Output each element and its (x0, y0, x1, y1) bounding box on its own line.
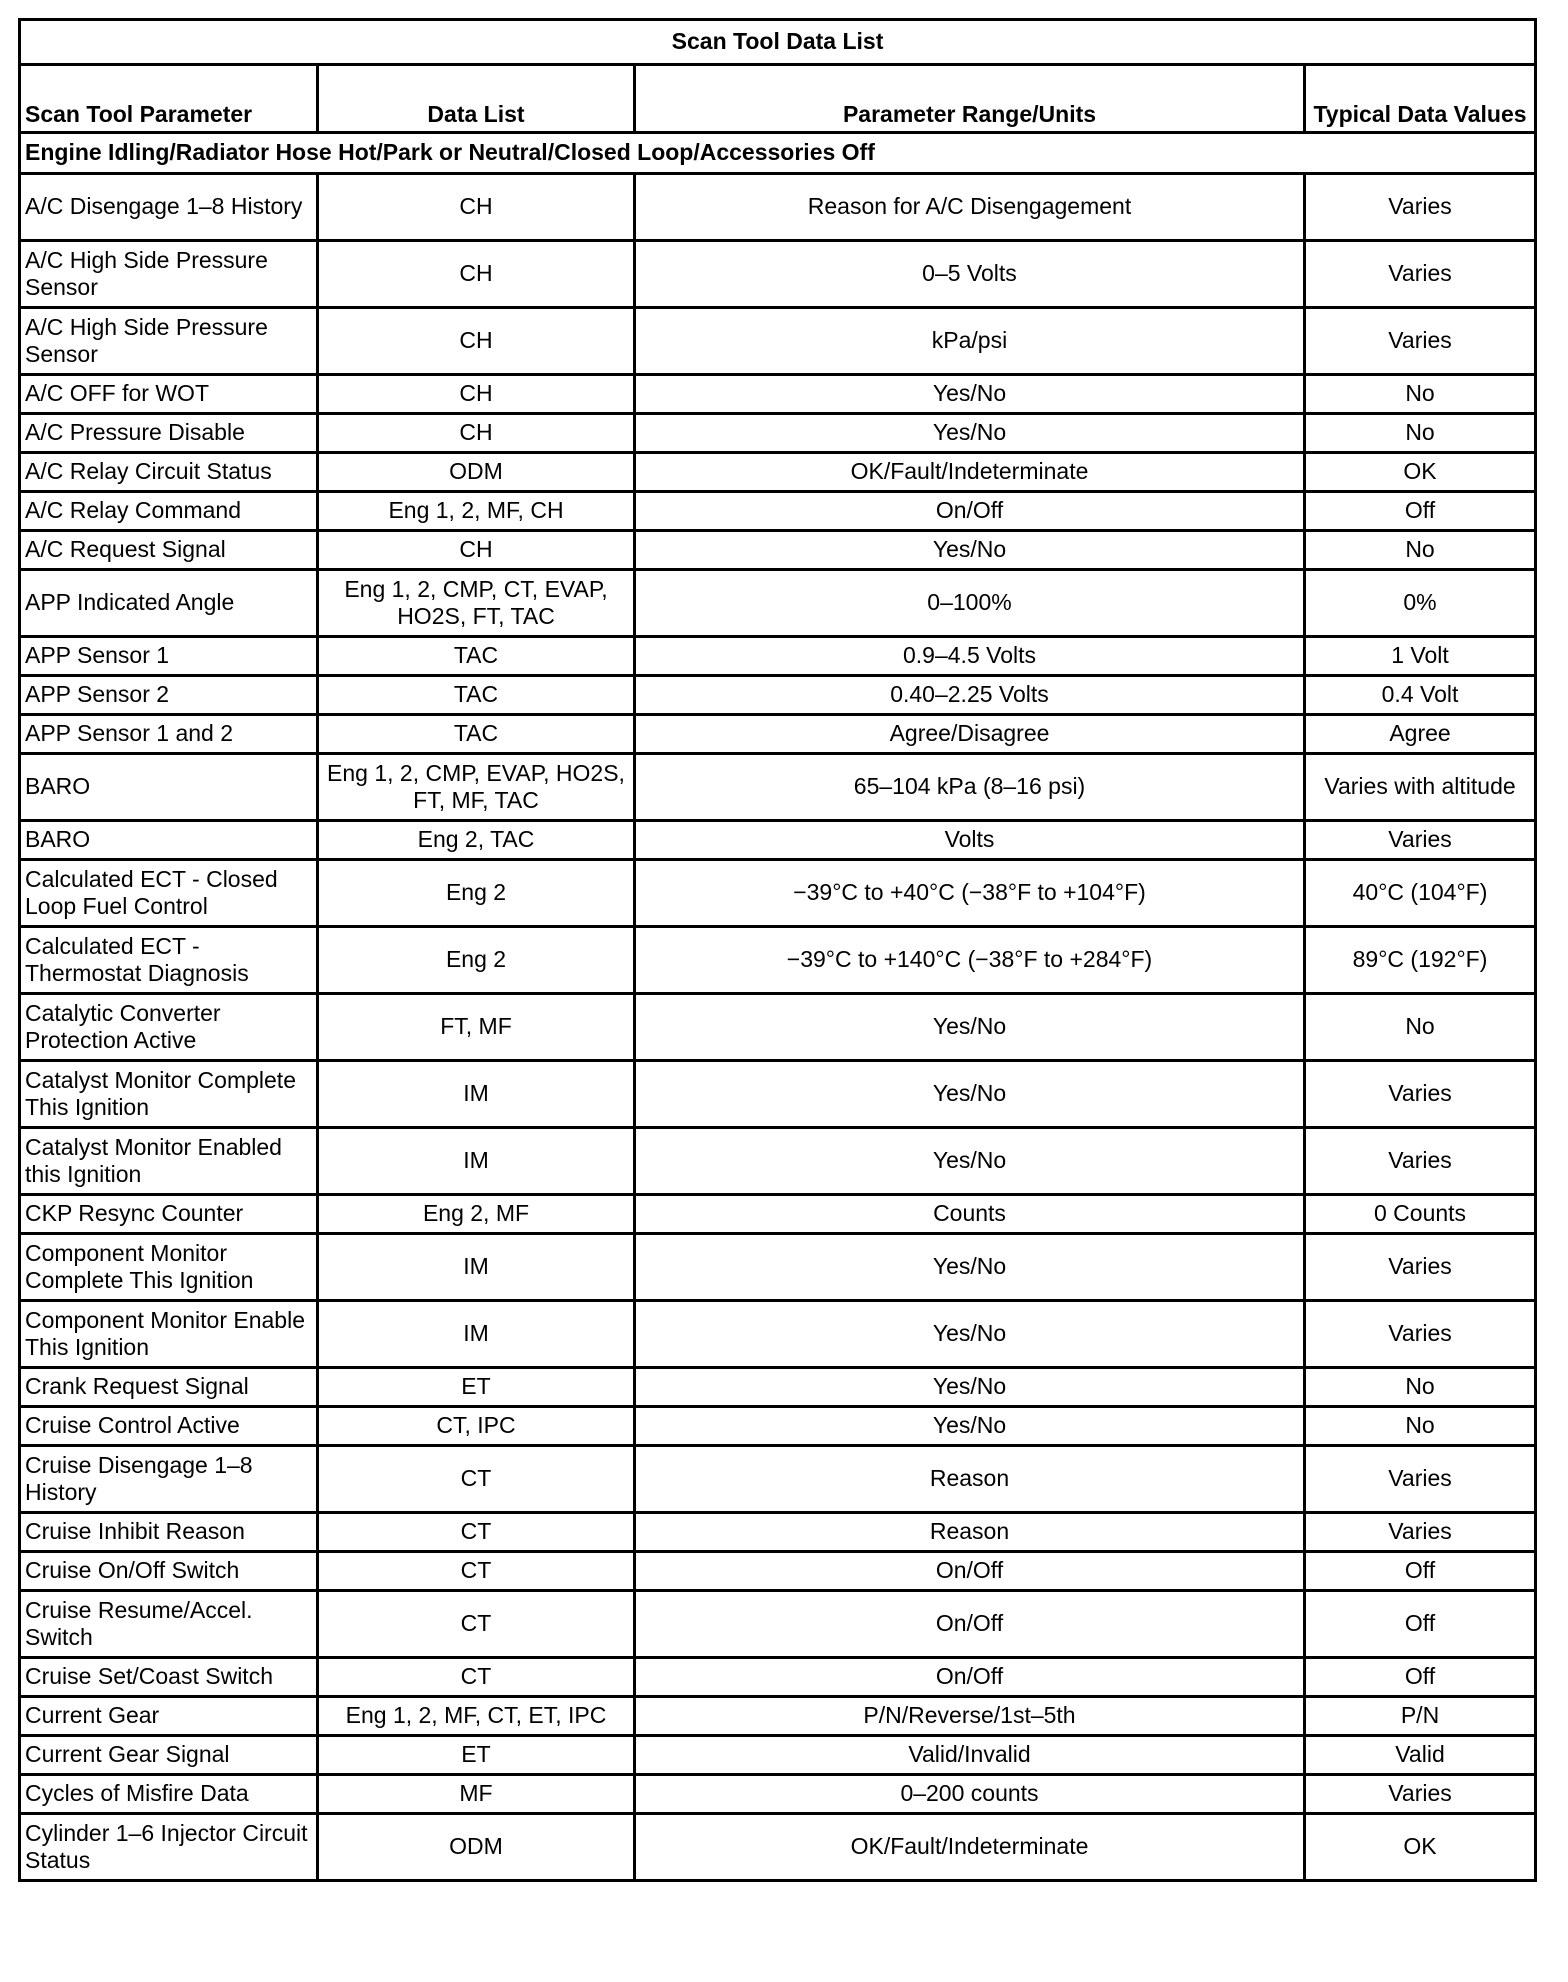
cell-range: On/Off (635, 492, 1305, 531)
table-row (20, 1407, 1536, 1446)
cell-range: P/N/Reverse/1st–5th (635, 1697, 1305, 1736)
cell-data-list: FT, MF (318, 994, 635, 1061)
cell-range: On/Off (635, 1658, 1305, 1697)
cell-range: Yes/No (635, 375, 1305, 414)
table-row (20, 570, 1536, 637)
cell-typical: OK (1305, 1814, 1536, 1881)
table-row (20, 241, 1536, 308)
table-row (20, 1736, 1536, 1775)
cell-range: Yes/No (635, 531, 1305, 570)
cell-typical: Agree (1305, 715, 1536, 754)
cell-parameter: BARO (20, 754, 318, 821)
scan-tool-data-list (18, 18, 1534, 1882)
cell-data-list: CH (318, 375, 635, 414)
cell-range: Counts (635, 1195, 1305, 1234)
cell-range: kPa/psi (635, 308, 1305, 375)
cell-data-list: CH (318, 174, 635, 241)
cell-data-list: IM (318, 1128, 635, 1195)
cell-parameter: APP Sensor 2 (20, 676, 318, 715)
cell-data-list: Eng 1, 2, MF, CT, ET, IPC (318, 1697, 635, 1736)
cell-parameter: A/C High Side Pressure Sensor (20, 308, 318, 375)
cell-typical: Off (1305, 492, 1536, 531)
cell-parameter: BARO (20, 821, 318, 860)
table-row (20, 1128, 1536, 1195)
cell-typical: Varies (1305, 821, 1536, 860)
cell-parameter: Calculated ECT - Thermostat Diagnosis (20, 927, 318, 994)
table-row (20, 637, 1536, 676)
table-row (20, 821, 1536, 860)
header-parameter-range: Parameter Range/Units (635, 65, 1305, 133)
cell-data-list: Eng 2 (318, 927, 635, 994)
cell-typical: No (1305, 1407, 1536, 1446)
cell-range: 0–200 counts (635, 1775, 1305, 1814)
cell-typical: Varies (1305, 1513, 1536, 1552)
table-row (20, 1658, 1536, 1697)
operating-condition: Engine Idling/Radiator Hose Hot/Park or Neutral/Closed Loop/Accessories Off (20, 133, 1536, 174)
cell-typical: Off (1305, 1658, 1536, 1697)
cell-parameter: Cruise Inhibit Reason (20, 1513, 318, 1552)
cell-typical: Varies (1305, 174, 1536, 241)
table-row (20, 1368, 1536, 1407)
cell-range: Reason (635, 1446, 1305, 1513)
cell-typical: No (1305, 531, 1536, 570)
cell-data-list: Eng 1, 2, MF, CH (318, 492, 635, 531)
table-row (20, 375, 1536, 414)
cell-data-list: CH (318, 308, 635, 375)
cell-data-list: CT, IPC (318, 1407, 635, 1446)
cell-typical: Off (1305, 1552, 1536, 1591)
cell-parameter: A/C Relay Command (20, 492, 318, 531)
cell-range: Yes/No (635, 1234, 1305, 1301)
cell-data-list: CT (318, 1591, 635, 1658)
cell-parameter: APP Sensor 1 (20, 637, 318, 676)
cell-typical: Varies with altitude (1305, 754, 1536, 821)
cell-parameter: Cylinder 1–6 Injector Circuit Status (20, 1814, 318, 1881)
table-row (20, 1301, 1536, 1368)
cell-range: Yes/No (635, 994, 1305, 1061)
table-title: Scan Tool Data List (20, 20, 1536, 65)
cell-typical: Varies (1305, 1301, 1536, 1368)
cell-typical: Varies (1305, 308, 1536, 375)
cell-parameter: Cruise Disengage 1–8 History (20, 1446, 318, 1513)
cell-range: Yes/No (635, 1128, 1305, 1195)
cell-parameter: APP Sensor 1 and 2 (20, 715, 318, 754)
cell-data-list: IM (318, 1301, 635, 1368)
cell-typical: Varies (1305, 1775, 1536, 1814)
cell-range: 0.9–4.5 Volts (635, 637, 1305, 676)
cell-typical: No (1305, 994, 1536, 1061)
cell-parameter: Cruise Set/Coast Switch (20, 1658, 318, 1697)
cell-data-list: Eng 1, 2, CMP, CT, EVAP, HO2S, FT, TAC (318, 570, 635, 637)
cell-typical: 40°C (104°F) (1305, 860, 1536, 927)
cell-data-list: CH (318, 241, 635, 308)
cell-range: Yes/No (635, 1301, 1305, 1368)
cell-typical: 0% (1305, 570, 1536, 637)
cell-data-list: Eng 2 (318, 860, 635, 927)
cell-parameter: APP Indicated Angle (20, 570, 318, 637)
cell-typical: 1 Volt (1305, 637, 1536, 676)
cell-parameter: Crank Request Signal (20, 1368, 318, 1407)
cell-typical: Varies (1305, 1061, 1536, 1128)
cell-range: OK/Fault/Indeterminate (635, 1814, 1305, 1881)
data-table (18, 18, 1537, 1882)
cell-typical: 0 Counts (1305, 1195, 1536, 1234)
cell-typical: 0.4 Volt (1305, 676, 1536, 715)
cell-range: Agree/Disagree (635, 715, 1305, 754)
table-row (20, 754, 1536, 821)
cell-range: Yes/No (635, 1061, 1305, 1128)
cell-range: Yes/No (635, 1368, 1305, 1407)
table-row (20, 1591, 1536, 1658)
table-row (20, 676, 1536, 715)
cell-range: OK/Fault/Indeterminate (635, 453, 1305, 492)
cell-range: 0–5 Volts (635, 241, 1305, 308)
cell-data-list: Eng 2, MF (318, 1195, 635, 1234)
cell-range: Reason (635, 1513, 1305, 1552)
table-row (20, 860, 1536, 927)
cell-typical: No (1305, 375, 1536, 414)
table-row (20, 414, 1536, 453)
cell-range: On/Off (635, 1552, 1305, 1591)
cell-parameter: Catalytic Converter Protection Active (20, 994, 318, 1061)
cell-parameter: Catalyst Monitor Complete This Ignition (20, 1061, 318, 1128)
cell-parameter: Component Monitor Enable This Ignition (20, 1301, 318, 1368)
cell-typical: OK (1305, 453, 1536, 492)
table-row (20, 492, 1536, 531)
cell-data-list: TAC (318, 637, 635, 676)
cell-data-list: IM (318, 1234, 635, 1301)
cell-data-list: ET (318, 1368, 635, 1407)
cell-data-list: ET (318, 1736, 635, 1775)
cell-range: On/Off (635, 1591, 1305, 1658)
cell-typical: Varies (1305, 241, 1536, 308)
cell-data-list: CH (318, 414, 635, 453)
cell-parameter: Cycles of Misfire Data (20, 1775, 318, 1814)
table-row (20, 1775, 1536, 1814)
cell-range: Yes/No (635, 1407, 1305, 1446)
cell-data-list: TAC (318, 676, 635, 715)
table-row (20, 715, 1536, 754)
cell-range: −39°C to +40°C (−38°F to +104°F) (635, 860, 1305, 927)
cell-range: 0.40–2.25 Volts (635, 676, 1305, 715)
cell-range: Reason for A/C Disengagement (635, 174, 1305, 241)
table-row (20, 453, 1536, 492)
header-data-list: Data List (318, 65, 635, 133)
cell-range: 65–104 kPa (8–16 psi) (635, 754, 1305, 821)
table-row (20, 1446, 1536, 1513)
cell-parameter: CKP Resync Counter (20, 1195, 318, 1234)
cell-data-list: ODM (318, 453, 635, 492)
cell-typical: Varies (1305, 1128, 1536, 1195)
table-row (20, 1061, 1536, 1128)
cell-parameter: Current Gear (20, 1697, 318, 1736)
cell-parameter: A/C Relay Circuit Status (20, 453, 318, 492)
cell-data-list: CT (318, 1446, 635, 1513)
cell-data-list: Eng 1, 2, CMP, EVAP, HO2S, FT, MF, TAC (318, 754, 635, 821)
cell-parameter: Cruise Control Active (20, 1407, 318, 1446)
cell-range: Volts (635, 821, 1305, 860)
cell-typical: Varies (1305, 1234, 1536, 1301)
cell-parameter: Calculated ECT - Closed Loop Fuel Control (20, 860, 318, 927)
cell-parameter: Component Monitor Complete This Ignition (20, 1234, 318, 1301)
cell-typical: No (1305, 1368, 1536, 1407)
table-row (20, 174, 1536, 241)
table-row (20, 308, 1536, 375)
cell-range: −39°C to +140°C (−38°F to +284°F) (635, 927, 1305, 994)
table-row (20, 1697, 1536, 1736)
cell-parameter: A/C High Side Pressure Sensor (20, 241, 318, 308)
header-scan-tool-parameter: Scan Tool Parameter (20, 65, 318, 133)
cell-data-list: IM (318, 1061, 635, 1128)
cell-range: Yes/No (635, 414, 1305, 453)
cell-parameter: A/C Disengage 1–8 History (20, 174, 318, 241)
cell-typical: Off (1305, 1591, 1536, 1658)
cell-data-list: Eng 2, TAC (318, 821, 635, 860)
cell-parameter: A/C Request Signal (20, 531, 318, 570)
cell-data-list: CT (318, 1658, 635, 1697)
cell-parameter: Cruise Resume/Accel. Switch (20, 1591, 318, 1658)
table-row (20, 927, 1536, 994)
table-body (20, 174, 1536, 1881)
cell-typical: 89°C (192°F) (1305, 927, 1536, 994)
cell-data-list: MF (318, 1775, 635, 1814)
table-row (20, 1234, 1536, 1301)
table-row (20, 1814, 1536, 1881)
cell-data-list: CT (318, 1552, 635, 1591)
cell-parameter: A/C OFF for WOT (20, 375, 318, 414)
table-row (20, 1195, 1536, 1234)
cell-range: Valid/Invalid (635, 1736, 1305, 1775)
cell-parameter: Catalyst Monitor Enabled this Ignition (20, 1128, 318, 1195)
cell-parameter: A/C Pressure Disable (20, 414, 318, 453)
cell-data-list: ODM (318, 1814, 635, 1881)
header-typical-values: Typical Data Values (1305, 65, 1536, 133)
cell-typical: Varies (1305, 1446, 1536, 1513)
table-row (20, 994, 1536, 1061)
cell-parameter: Cruise On/Off Switch (20, 1552, 318, 1591)
table-row (20, 1552, 1536, 1591)
cell-typical: P/N (1305, 1697, 1536, 1736)
cell-data-list: CT (318, 1513, 635, 1552)
cell-typical: No (1305, 414, 1536, 453)
table-row (20, 531, 1536, 570)
table-row (20, 1513, 1536, 1552)
cell-range: 0–100% (635, 570, 1305, 637)
cell-data-list: CH (318, 531, 635, 570)
cell-parameter: Current Gear Signal (20, 1736, 318, 1775)
cell-data-list: TAC (318, 715, 635, 754)
cell-typical: Valid (1305, 1736, 1536, 1775)
